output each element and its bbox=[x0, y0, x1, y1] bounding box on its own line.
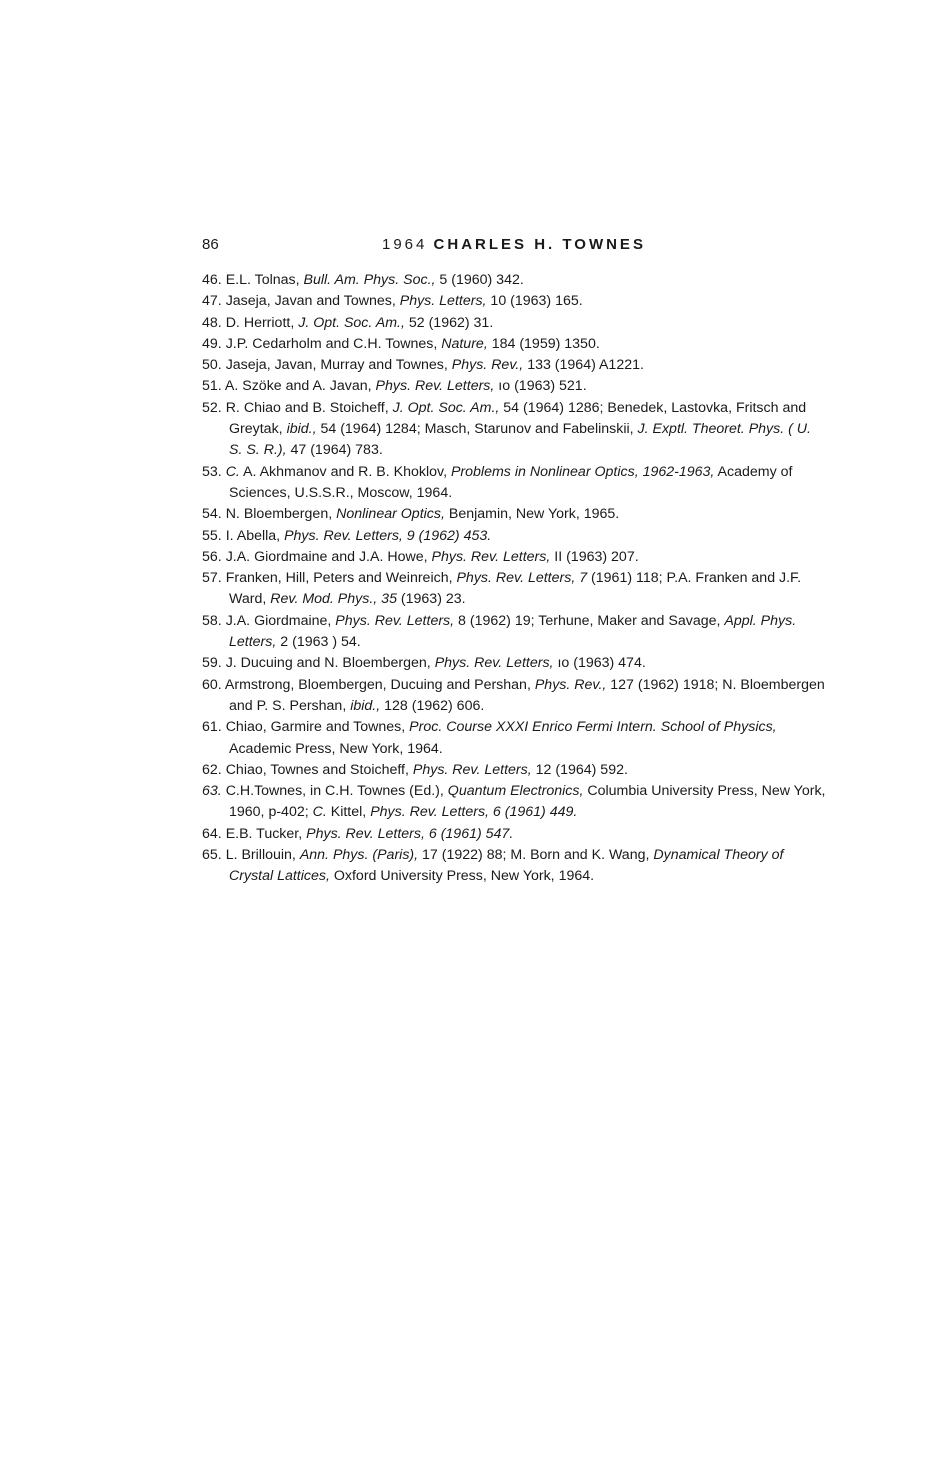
running-head bbox=[382, 236, 646, 253]
reference-item bbox=[202, 462, 827, 505]
reference-citation-italic: Phys. Rev. Letters, 7 bbox=[456, 570, 588, 587]
reference-text: 12 (1964) 592. bbox=[531, 761, 628, 778]
reference-number: 56. bbox=[202, 548, 222, 565]
reference-text: I. Abella, bbox=[225, 527, 285, 544]
reference-citation-italic: Rev. Mod. Phys., 35 bbox=[270, 591, 397, 608]
reference-text: ıo (1963) 474. bbox=[553, 655, 646, 672]
reference-text: J.A. Giordmaine and J.A. Howe, bbox=[225, 548, 432, 565]
reference-item bbox=[202, 334, 827, 355]
reference-citation-italic: Phys. Rev. Letters, 6 (1961) 547. bbox=[306, 825, 514, 842]
reference-item bbox=[202, 376, 827, 397]
reference-text: Jaseja, Javan and Townes, bbox=[225, 293, 400, 310]
reference-number: 53. bbox=[202, 463, 222, 480]
reference-text: 184 (1959) 1350. bbox=[487, 335, 600, 352]
reference-number: 55. bbox=[202, 527, 222, 544]
page-header bbox=[202, 236, 822, 258]
reference-text: J.A. Giordmaine, bbox=[225, 612, 336, 629]
reference-citation-italic: J. Opt. Soc. Am., bbox=[298, 314, 405, 331]
reference-item bbox=[202, 781, 827, 824]
reference-citation-italic: Quantum Electronics, bbox=[447, 783, 584, 800]
reference-number: 60. bbox=[202, 676, 222, 693]
reference-text: 52 (1962) 31. bbox=[404, 314, 494, 331]
reference-text: 128 (1962) 606. bbox=[380, 697, 485, 714]
reference-number: 58. bbox=[202, 612, 222, 629]
reference-text: 17 (1922) 88; M. Born and K. Wang, bbox=[418, 847, 654, 864]
reference-number: 63. bbox=[202, 783, 222, 800]
running-head-year: 1964 bbox=[382, 236, 428, 253]
reference-text: C.H.Townes, in C.H. Townes (Ed.), bbox=[225, 783, 448, 800]
reference-text: Chiao, Townes and Stoicheff, bbox=[225, 761, 413, 778]
reference-number: 64. bbox=[202, 825, 222, 842]
reference-item bbox=[202, 760, 827, 781]
reference-item bbox=[202, 568, 827, 611]
reference-item bbox=[202, 313, 827, 334]
reference-text: Franken, Hill, Peters and Weinreich, bbox=[225, 570, 457, 587]
reference-item bbox=[202, 398, 827, 462]
reference-text: Benjamin, New York, 1965. bbox=[444, 506, 620, 523]
reference-item bbox=[202, 845, 827, 888]
reference-text: II (1963) 207. bbox=[550, 548, 639, 565]
reference-item bbox=[202, 675, 827, 718]
reference-item bbox=[202, 355, 827, 376]
page-number: 86 bbox=[202, 236, 219, 253]
reference-text: R. Chiao and B. Stoicheff, bbox=[225, 399, 393, 416]
reference-text: N. Bloembergen, bbox=[225, 506, 337, 523]
reference-citation-italic: ibid., bbox=[286, 421, 317, 438]
reference-text: 54 (1964) 1284; Masch, Starunov and Fabelinskii, bbox=[316, 421, 638, 438]
reference-citation-italic: Bull. Am. Phys. Soc., bbox=[303, 272, 436, 288]
reference-number: 61. bbox=[202, 719, 222, 736]
reference-text: 133 (1964) A1221. bbox=[523, 357, 644, 374]
reference-text: 5 (1960) 342. bbox=[435, 272, 524, 288]
reference-text: Academy of Sciences, U.S.S.R., Moscow, 1964. bbox=[229, 463, 793, 501]
reference-text: 54 (1964) 1286; Benedek, Lastovka, Fritsch and Greytak, bbox=[229, 399, 807, 438]
reference-number: 49. bbox=[202, 335, 222, 352]
reference-text: L. Brillouin, bbox=[225, 847, 300, 864]
reference-citation-italic: Phys. Rev., bbox=[451, 357, 524, 374]
reference-citation-italic: Proc. Course XXXI Enrico Fermi Intern. School of Physics, bbox=[409, 719, 777, 736]
reference-text: Armstrong, Bloembergen, Ducuing and Pershan, bbox=[224, 676, 535, 693]
reference-text: 127 (1962) 1918; N. Bloembergen and P. S. Pershan, bbox=[229, 676, 825, 714]
reference-citation-italic: Phys. Rev. Letters, 9 (1962) 453. bbox=[284, 527, 492, 544]
reference-text: A. Szöke and A. Javan, bbox=[224, 378, 376, 395]
reference-citation-italic: Problems in Nonlinear Optics, 1962-1963, bbox=[450, 463, 715, 480]
reference-item bbox=[202, 526, 827, 547]
reference-text: ıo (1963) 521. bbox=[494, 378, 587, 395]
reference-citation-italic: Phys. Rev. Letters, 6 (1961) 449. bbox=[370, 804, 578, 821]
reference-item bbox=[202, 547, 827, 568]
reference-text: 8 (1962) 19; Terhune, Maker and Savage, bbox=[454, 612, 725, 629]
reference-text: 2 (1963 ) 54. bbox=[276, 634, 361, 651]
reference-citation-italic: Phys. Rev. Letters, bbox=[412, 761, 532, 778]
reference-citation-italic: J. Exptl. Theoret. Phys. ( U. S. S. R.), bbox=[229, 421, 811, 459]
reference-citation-italic: ibid., bbox=[350, 697, 381, 714]
reference-text: Columbia University Press, New York, 1960, p-402; bbox=[229, 783, 826, 821]
reference-citation-italic: Nonlinear Optics, bbox=[336, 506, 445, 523]
reference-text: Academic Press, New York, 1964. bbox=[229, 740, 443, 757]
reference-number: 62. bbox=[202, 761, 222, 778]
reference-citation-italic: Ann. Phys. (Paris), bbox=[299, 847, 419, 864]
reference-citation-italic: Phys. Letters, bbox=[399, 293, 487, 310]
reference-text: 47 (1964) 783. bbox=[286, 442, 383, 459]
reference-text: (1963) 23. bbox=[396, 591, 466, 608]
reference-number: 51. bbox=[202, 378, 222, 395]
reference-text: Jaseja, Javan, Murray and Townes, bbox=[225, 357, 452, 374]
reference-number: 48. bbox=[202, 314, 222, 331]
reference-number: 59. bbox=[202, 655, 222, 672]
reference-citation-italic: J. Opt. Soc. Am., bbox=[392, 399, 500, 416]
reference-text: 10 (1963) 165. bbox=[486, 293, 583, 310]
reference-number: 57. bbox=[202, 570, 222, 587]
reference-number: 65. bbox=[202, 847, 222, 864]
reference-text: (1961) 118; P.A. Franken and J.F. Ward, bbox=[229, 570, 802, 608]
reference-number: 46. bbox=[202, 272, 222, 288]
reference-citation-italic: Phys. Rev. Letters, bbox=[335, 612, 455, 629]
reference-item bbox=[202, 270, 827, 291]
reference-text: E.L. Tolnas, bbox=[225, 272, 304, 288]
reference-number: 54. bbox=[202, 506, 222, 523]
reference-text: Oxford University Press, New York, 1964. bbox=[329, 868, 595, 885]
reference-item bbox=[202, 504, 827, 525]
reference-citation-italic: Dynamical Theory of Crystal Lattices, bbox=[229, 847, 784, 885]
reference-text: E.B. Tucker, bbox=[225, 825, 307, 842]
reference-item bbox=[202, 717, 827, 760]
reference-item bbox=[202, 611, 827, 654]
reference-text: D. Herriott, bbox=[225, 314, 299, 331]
reference-citation-italic: Appl. Phys. Letters, bbox=[229, 612, 797, 651]
reference-text: J. Ducuing and N. Bloembergen, bbox=[225, 655, 435, 672]
reference-citation-italic: Phys. Rev., bbox=[534, 676, 607, 693]
reference-text: Kittel, bbox=[326, 804, 371, 821]
reference-item bbox=[202, 291, 827, 312]
reference-item bbox=[202, 653, 827, 674]
reference-citation-italic: Phys. Rev. Letters, bbox=[434, 655, 554, 672]
reference-citation-italic: C. bbox=[312, 804, 327, 821]
reference-citation-italic: C. bbox=[225, 463, 240, 480]
reference-text: Chiao, Garmire and Townes, bbox=[225, 719, 410, 736]
reference-text: A. Akhmanov and R. B. Khoklov, bbox=[239, 463, 451, 480]
running-head-author: CHARLES H. TOWNES bbox=[433, 236, 646, 253]
reference-citation-italic: Nature, bbox=[441, 335, 488, 352]
reference-number: 47. bbox=[202, 293, 222, 310]
reference-number: 52. bbox=[202, 399, 222, 416]
reference-item bbox=[202, 824, 827, 845]
reference-text: J.P. Cedarholm and C.H. Townes, bbox=[225, 335, 442, 352]
reference-citation-italic: Phys. Rev. Letters, bbox=[375, 378, 495, 395]
reference-list bbox=[202, 270, 827, 888]
reference-citation-italic: Phys. Rev. Letters, bbox=[431, 548, 551, 565]
reference-number: 50. bbox=[202, 357, 222, 374]
